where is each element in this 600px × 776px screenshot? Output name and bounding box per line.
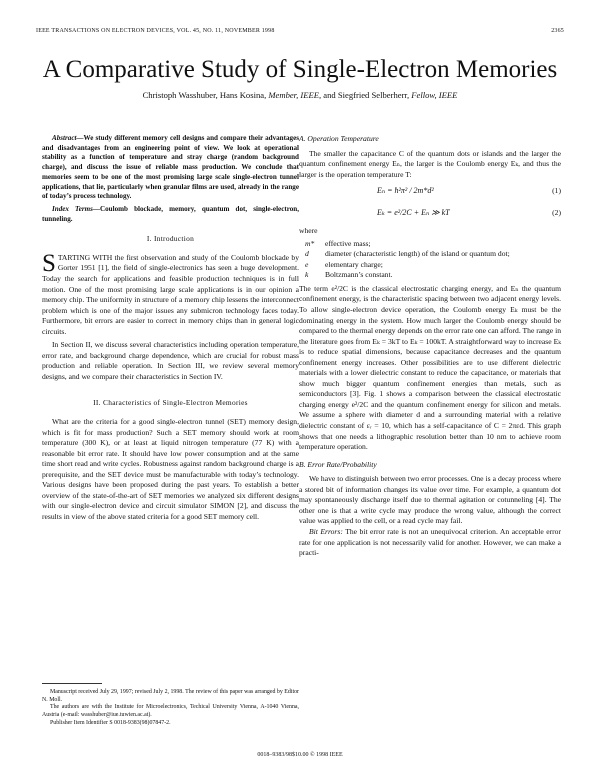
- equation-1-formula: Eₙ = ħ²π² / 2m*d²: [377, 186, 434, 196]
- symbol-definitions: [299, 239, 561, 281]
- definition-symbol: k: [305, 270, 309, 280]
- footnote-manuscript: Manuscript received July 29, 1997; revised July 2, 1998. The review of this paper was arranged by Editor N. Moll.: [42, 689, 299, 703]
- right-column: [299, 134, 561, 559]
- definition-text: effective mass;: [325, 238, 371, 248]
- equation-2-number: (2): [552, 208, 561, 218]
- intro-paragraph-1-text: TARTING WITH the first observation and study of the Coulomb blockade by Gorter 1951 [1], the field of single-electronics has seen a huge development. Today the search for applications and feasible production techniques is in full motion. One of the most promising large scale applications is in our opinion a memory chip. The uniformity in structure of a memory chip lessens the interconnect problem which is one of the major issues any submicron technology faces today. Furthermore, bit errors are easier to correct in memory chips than in general logic circuits.: [42, 252, 299, 336]
- where-label: where: [299, 226, 318, 236]
- index-terms: [42, 205, 299, 224]
- subsection-heading-error-rate: B. Error Rate/Probability: [299, 459, 377, 469]
- definition-symbol: e: [305, 259, 309, 269]
- characteristics-paragraph-1: What are the criteria for a good single-electron tunnel (SET) memory design, which is fit for mass production? Such a SET memory should work at room temperature (300 K), or at least at liquid nitrogen temperature (77 K) with a reasonable bit error rate. It should have low power consumption and at the same time short read and write cycles. Robustness against random background charge is a prerequisite, and the SET device must be manufacturable with today’s technology. Various designs have been proposed during the past years. To establish a better overview of the state-of-the-art of SET memories we analyzed six different designs with our single-electron device and circuit simulator SIMON [2], and discuss the results in view of the above stated criteria for a good SET memory cell.: [42, 416, 299, 521]
- subsection-heading-operation-temperature: A. Operation Temperature: [299, 134, 379, 143]
- intro-paragraph-1: [42, 249, 299, 337]
- operation-temperature-paragraph-1: The smaller the capacitance C of the quantum dots or islands and the larger the quantum confinement energy Eₙ, the larger is the Coulomb energy Eₖ, and thus the larger is the operation temperature T:: [299, 148, 561, 179]
- operation-temperature-paragraph-2: The term e²/2C is the classical electrostatic charging energy, and Eₙ the quantum confinement energy, is the characteristic spacing between two adjacent energy levels. To allow single-electron device operation, the Coulomb energy Eₖ must be the dominating energy in the system. How much larger the Coulomb energy should be compared to the thermal energy depends on the error rate one can afford. The range in the literature goes from Eₖ = 3kT to Eₖ = 100kT. A straightforward way to increase Eₖ is to reduce spatial dimensions, because capacitance decreases and the quantum confinement energy increases. Other possibilities are to use different dielectric materials with a lower dielectric constant to reduce the capacitance, or materials that show much bigger quantum confinement energies than metals, such as semiconductors [3]. Fig. 1 shows a comparison between the classical electrostatic charging energy e²/2C and the quantum confinement energy for silicon and metals. We assume a sphere with diameter d and a surrounding material with a relative dielectric constant of εᵣ = 10, which has a self-capacitance of C = 2πεd. This graph shows that one needs a lithographic resolution better than 10 nm to achieve room temperature operation.: [299, 283, 561, 452]
- error-rate-paragraph-1: We have to distinguish between two error processes. One is a decay process where a stored bit of information changes its value over time. For example, a quantum dot may spontaneously discharge itself due to thermal agitation or cotunneling [4]. The other one is that a write cycle may produce the wrong value, although the correct value was applied to the cell, or a read cycle may fail.: [299, 474, 561, 526]
- definition-text: diameter (characteristic length) of the island or quantum dot;: [325, 249, 510, 259]
- index-terms-text: Coulomb blockade, memory, quantum dot, single-electron, tunneling.: [42, 204, 299, 223]
- journal-name: IEEE TRANSACTIONS ON ELECTRON DEVICES, VOL. 45, NO. 11, NOVEMBER 1998: [36, 28, 275, 34]
- author-role-2: Fellow, IEEE: [411, 90, 458, 100]
- definition-text: Boltzmann’s constant.: [325, 270, 393, 280]
- equation-1-number: (1): [552, 186, 561, 196]
- intro-paragraph-2: In Section II, we discuss several characteristics including operation temperature, error rate, and background charge dependence, which are crucial for robust mass production and reliable operation. In Section III, we review several memory designs, and we compare their characteristics in Section IV.: [42, 340, 299, 381]
- author-names-2: and Siegfried Selberherr,: [323, 90, 410, 100]
- abstract-text: We study different memory cell designs and compare their advantages and disadvantages from an engineering point of view. We look at operational stability as a function of temperature and stray charge (random background charge), and discuss the issue of reliable mass production. We conclude that memories seem to be one of the most promising large scale single-electron tunnel applications, that lie, particularly when granular films are used, already in the range of today’s process technology.: [42, 134, 299, 201]
- equation-1: [299, 182, 561, 202]
- abstract-label: Abstract—: [52, 134, 84, 142]
- definition-row: [299, 239, 561, 250]
- bit-errors-label: Bit Errors:: [309, 526, 343, 536]
- definition-row: [299, 249, 561, 260]
- section-heading-introduction: I. Introduction: [146, 234, 195, 244]
- paper-title: A Comparative Study of Single-Electron Memories: [42, 56, 558, 83]
- error-rate-paragraph-2: [299, 527, 561, 559]
- footnote: [42, 689, 299, 728]
- drop-cap: S: [42, 249, 56, 277]
- index-terms-label: Index Terms—: [52, 204, 100, 213]
- page-number: 2365: [551, 28, 564, 34]
- equation-2: [299, 204, 561, 224]
- author-role-1: Member, IEEE,: [268, 90, 322, 100]
- footnote-identifier: Publisher Item Identifier S 0018-9383(98)07847-2.: [50, 719, 171, 726]
- copyright-footer: 0018–9383/98$10.00 © 1998 IEEE: [257, 752, 343, 758]
- definition-symbol: d: [305, 249, 309, 259]
- section-heading-characteristics: II. Characteristics of Single-Electron Memories: [93, 398, 248, 408]
- abstract: [42, 134, 299, 202]
- author-line: [0, 90, 600, 100]
- footnote-rule: [42, 683, 102, 684]
- definition-text: elementary charge;: [325, 259, 383, 269]
- definition-row: [299, 270, 561, 281]
- definition-symbol: m*: [305, 238, 315, 248]
- equation-2-formula: Eₖ = e²/2C + Eₙ ≫ kT: [377, 208, 450, 218]
- definition-row: [299, 260, 561, 271]
- footnote-affiliation: The authors are with the Institute for Microelectronics, Techical University Vienna, A-1040 Vienna, Austria (e-mail: wasshuber@iue.tuwien.ac.at).: [42, 704, 299, 719]
- bit-errors-text: The bit error rate is not an unequivocal criterion. An acceptable error rate for one application is not necessarily valid for another. However, we can make a practi-: [299, 526, 562, 558]
- running-head: [36, 28, 564, 38]
- author-names-1: Christoph Wasshuber, Hans Kosina,: [142, 90, 267, 100]
- left-column: [42, 134, 299, 522]
